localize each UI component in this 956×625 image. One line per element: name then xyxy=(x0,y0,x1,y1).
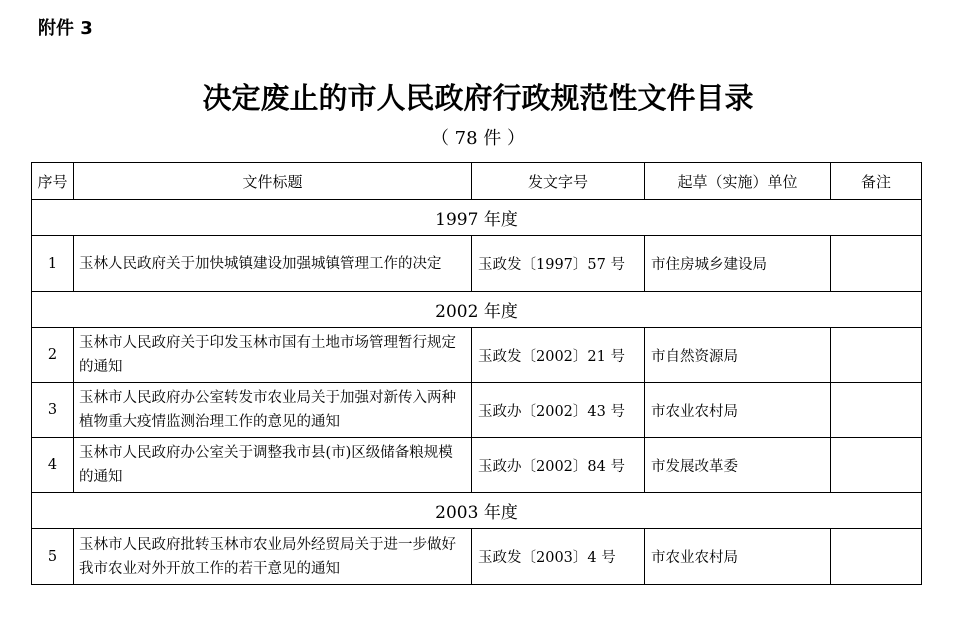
row-unit: 市住房城乡建设局 xyxy=(645,236,831,292)
year-row xyxy=(32,292,922,328)
year-label: 1997 年度 xyxy=(32,200,922,236)
row-note xyxy=(831,383,922,438)
table-row xyxy=(32,529,922,585)
row-title: 玉林市人民政府办公室关于调整我市县(市)区级储备粮规模的通知 xyxy=(74,438,472,493)
row-note xyxy=(831,529,922,585)
row-note xyxy=(831,328,922,383)
table-header-row xyxy=(32,163,922,200)
table-row xyxy=(32,383,922,438)
attachment-label: 附件 3 xyxy=(38,18,93,39)
row-title: 玉林人民政府关于加快城镇建设加强城镇管理工作的决定 xyxy=(74,236,472,292)
row-doc-number: 玉政发〔1997〕57 号 xyxy=(472,236,645,292)
document-table xyxy=(31,162,922,585)
table-row xyxy=(32,236,922,292)
row-doc-number: 玉政办〔2002〕43 号 xyxy=(472,383,645,438)
row-title: 玉林市人民政府办公室转发市农业局关于加强对新传入两种植物重大疫情监测治理工作的意见的通知 xyxy=(74,383,472,438)
row-doc-number: 玉政办〔2002〕84 号 xyxy=(472,438,645,493)
table-row xyxy=(32,438,922,493)
document-count: （ 78 件 ） xyxy=(430,128,526,149)
header-doc-number: 发文字号 xyxy=(472,163,645,200)
header-title: 文件标题 xyxy=(74,163,472,200)
page-title: 决定废止的市人民政府行政规范性文件目录 xyxy=(202,81,754,115)
year-row xyxy=(32,200,922,236)
row-unit: 市农业农村局 xyxy=(645,383,831,438)
row-number: 5 xyxy=(32,529,74,585)
row-unit: 市农业农村局 xyxy=(645,529,831,585)
row-doc-number: 玉政发〔2003〕4 号 xyxy=(472,529,645,585)
row-title: 玉林市人民政府关于印发玉林市国有土地市场管理暂行规定的通知 xyxy=(74,328,472,383)
row-note xyxy=(831,236,922,292)
row-unit: 市自然资源局 xyxy=(645,328,831,383)
year-label: 2002 年度 xyxy=(32,292,922,328)
header-note: 备注 xyxy=(831,163,922,200)
row-doc-number: 玉政发〔2002〕21 号 xyxy=(472,328,645,383)
row-number: 3 xyxy=(32,383,74,438)
year-label: 2003 年度 xyxy=(32,493,922,529)
row-title: 玉林市人民政府批转玉林市农业局外经贸局关于进一步做好我市农业对外开放工作的若干意见的通知 xyxy=(74,529,472,585)
header-unit: 起草（实施）单位 xyxy=(645,163,831,200)
row-number: 4 xyxy=(32,438,74,493)
year-row xyxy=(32,493,922,529)
row-number: 1 xyxy=(32,236,74,292)
row-number: 2 xyxy=(32,328,74,383)
row-unit: 市发展改革委 xyxy=(645,438,831,493)
row-note xyxy=(831,438,922,493)
table-row xyxy=(32,328,922,383)
header-number: 序号 xyxy=(32,163,74,200)
